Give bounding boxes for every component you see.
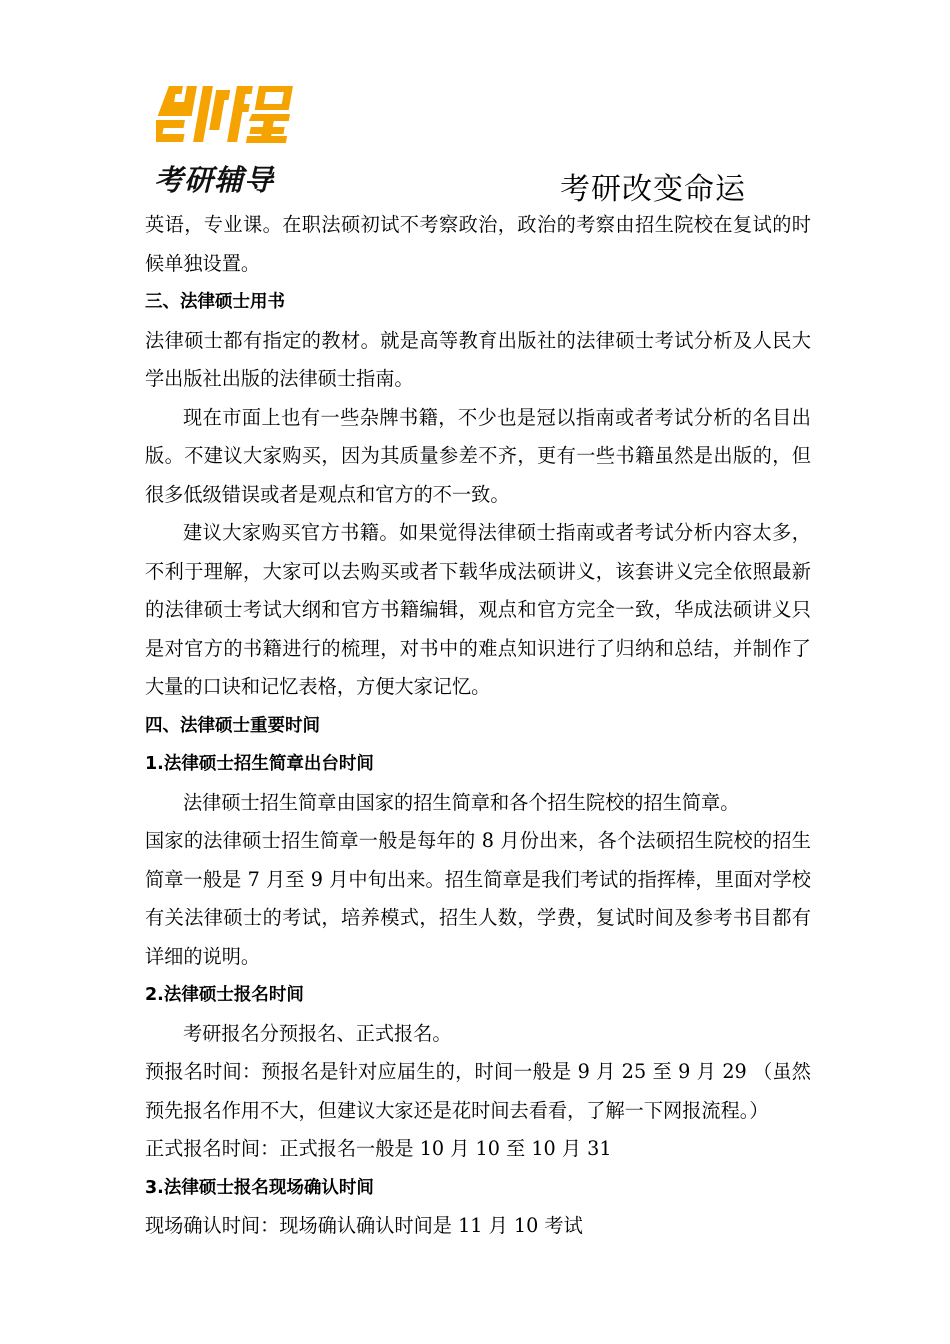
paragraph-2: 法律硕士都有指定的教材。就是高等教育出版社的法律硕士考试分析及人民大学出版社出版的法律硕士指南。 (145, 328, 811, 390)
subheading-4-3: 3.法律硕士报名现场确认时间 (145, 1177, 374, 1198)
paragraph-4: 建议大家购买官方书籍。如果觉得法律硕士指南或者考试分析内容太多，不利于理解，大家可以去购买或者下载华成法硕讲义，该套讲义完全依照最新的法律硕士考试大纲和官方书籍编辑，观点和官方完全一致，华成法硕讲义只是对官方的书籍进行的梳理，对书中的难点知识进行了归纳和总结，并制作了大量的口诀和记忆表格，方便大家记忆。 (145, 521, 811, 698)
paragraph-10: 现场确认时间：现场确认确认时间是 11 月 10 考试 (145, 1214, 583, 1237)
section-heading-3: 三、法律硕士用书 (145, 292, 285, 312)
logo-subtitle: 考研辅导 (154, 163, 275, 197)
paragraph-3: 现在市面上也有一些杂牌书籍，不少也是冠以指南或者考试分析的名目出版。不建议大家购买，因为其质量参差不齐，更有一些书籍虽然是出版的，但很多低级错误或者是观点和官方的不一致。 (145, 405, 811, 506)
paragraph-1: 英语，专业课。在职法硕初试不考察政治，政治的考察由招生院校在复试的时候单独设置。 (145, 213, 811, 275)
paragraph-8: 预报名时间：预报名是针对应届生的，时间一般是 9 月 25 至 9 月 29 （虽然预先报名作用不大，但建议大家还是花时间去看看，了解一下网报流程。） (145, 1060, 811, 1122)
paragraph-9: 正式报名时间：正式报名一般是 10 月 10 至 10 月 31 (145, 1137, 612, 1160)
subheading-4-1: 1.法律硕士招生简章出台时间 (145, 754, 374, 774)
section-heading-4: 四、法律硕士重要时间 (145, 715, 320, 736)
paragraph-6: 国家的法律硕士招生简章一般是每年的 8 月份出来，各个法硕招生院校的招生简章一般是 7 月至 9 月中旬出来。招生简章是我们考试的指挥棒，里面对学校有关法律硕士的考试，培养模式，招生人数，学费，复试时间及参考书目都有详细的说明。 (145, 829, 811, 968)
paragraph-5: 法律硕士招生简章由国家的招生简章和各个招生院校的招生简章。 (183, 790, 740, 814)
document-body (145, 206, 811, 1246)
subheading-4-2: 2.法律硕士报名时间 (145, 985, 304, 1005)
header-slogan: 考研改变命运 (560, 172, 746, 207)
logo-mark (156, 80, 300, 144)
paragraph-7: 考研报名分预报名、正式报名。 (183, 1021, 452, 1045)
kaicheng-logo (152, 70, 302, 200)
page-header (0, 0, 950, 210)
